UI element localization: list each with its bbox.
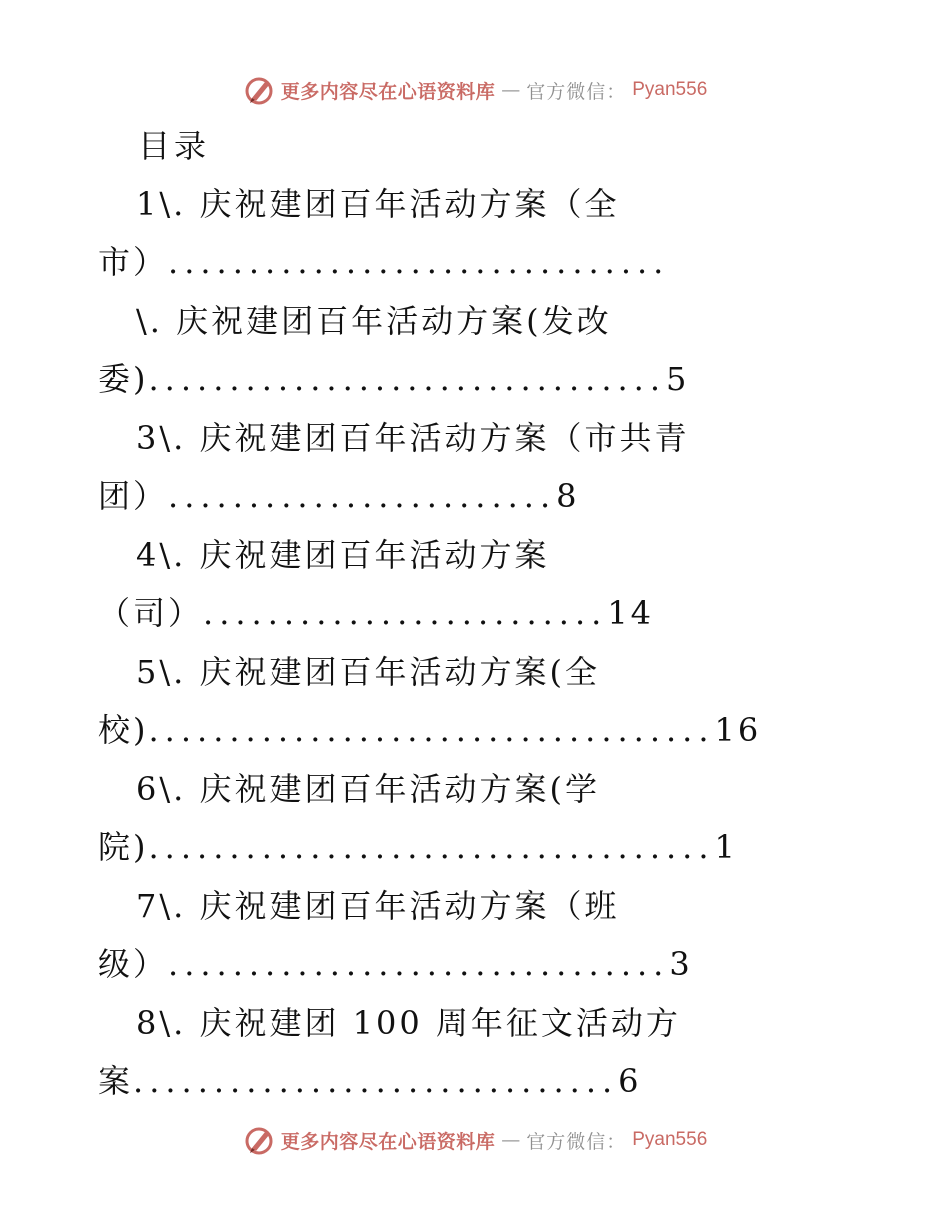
- toc-page-number: 6: [618, 1062, 642, 1100]
- watermark-site-text: 更多内容尽在心语资料库: [280, 80, 496, 103]
- toc-dot-leader: ..............................: [133, 1062, 619, 1100]
- toc-entry-title[interactable]: 1\. 庆祝建团百年活动方案（全: [136, 185, 620, 223]
- toc-page-number: 5: [666, 360, 690, 398]
- toc-entry-leader[interactable]: [98, 1059, 642, 1103]
- watermark-account: Pyan556: [632, 1129, 708, 1150]
- toc-dot-leader: ...................................: [148, 711, 715, 749]
- watermark-separator: —: [501, 1129, 521, 1151]
- toc-entry-title[interactable]: 7\. 庆祝建团百年活动方案（班: [136, 887, 620, 925]
- toc-entry-continuation: （司）: [98, 594, 204, 632]
- toc-page-number: 3: [669, 945, 693, 983]
- toc-dot-leader: ...............................: [168, 945, 670, 983]
- toc-entry-continuation: 团）: [98, 477, 169, 515]
- toc-entry-leader[interactable]: [98, 942, 693, 986]
- footer-watermark: [0, 1120, 950, 1160]
- header-watermark: [0, 70, 950, 110]
- toc-entry-leader[interactable]: [98, 240, 669, 284]
- watermark-separator: —: [501, 79, 521, 101]
- watermark-account: Pyan556: [632, 79, 708, 100]
- watermark-site-text: 更多内容尽在心语资料库: [280, 1130, 496, 1153]
- toc-entry-continuation: 市）: [98, 243, 169, 281]
- toc-dot-leader: ........................: [168, 477, 557, 515]
- watermark-label: 官方微信：: [526, 1130, 627, 1153]
- toc-page-number: 1: [714, 828, 738, 866]
- toc-entry-leader[interactable]: [98, 474, 580, 518]
- toc-title: 目录: [138, 127, 211, 165]
- toc-page-number: 14: [607, 594, 655, 632]
- toc-entry-leader[interactable]: [98, 591, 654, 635]
- toc-entry-leader[interactable]: [98, 825, 738, 869]
- pen-logo-icon: [243, 74, 275, 106]
- toc-entry-title[interactable]: 8\. 庆祝建团 100 周年征文活动方: [136, 1004, 681, 1042]
- toc-entry-title[interactable]: 4\. 庆祝建团百年活动方案: [136, 536, 550, 574]
- toc-dot-leader: ................................: [148, 360, 666, 398]
- toc-entry-continuation: 案: [98, 1062, 134, 1100]
- toc-entry-title[interactable]: \. 庆祝建团百年活动方案(发改: [136, 302, 612, 340]
- toc-page-number: 8: [556, 477, 580, 515]
- toc-dot-leader: ...................................: [148, 828, 715, 866]
- toc-entry-title[interactable]: 3\. 庆祝建团百年活动方案（市共青: [136, 419, 690, 457]
- toc-entry-continuation: 委): [98, 360, 149, 398]
- toc-entry-leader[interactable]: [98, 357, 689, 401]
- toc-dot-leader: .........................: [203, 594, 608, 632]
- watermark-label: 官方微信：: [526, 80, 627, 103]
- toc-entry-continuation: 级）: [98, 945, 169, 983]
- toc-entry-continuation: 院): [98, 828, 149, 866]
- toc-entry-title[interactable]: 6\. 庆祝建团百年活动方案(学: [136, 770, 600, 808]
- toc-entry-title[interactable]: 5\. 庆祝建团百年活动方案(全: [136, 653, 600, 691]
- toc-entry-continuation: 校): [98, 711, 149, 749]
- toc-entry-leader[interactable]: [98, 708, 761, 752]
- toc-page-number: 16: [714, 711, 762, 749]
- toc-dot-leader: ...............................: [168, 243, 670, 281]
- pen-logo-icon: [243, 1124, 275, 1156]
